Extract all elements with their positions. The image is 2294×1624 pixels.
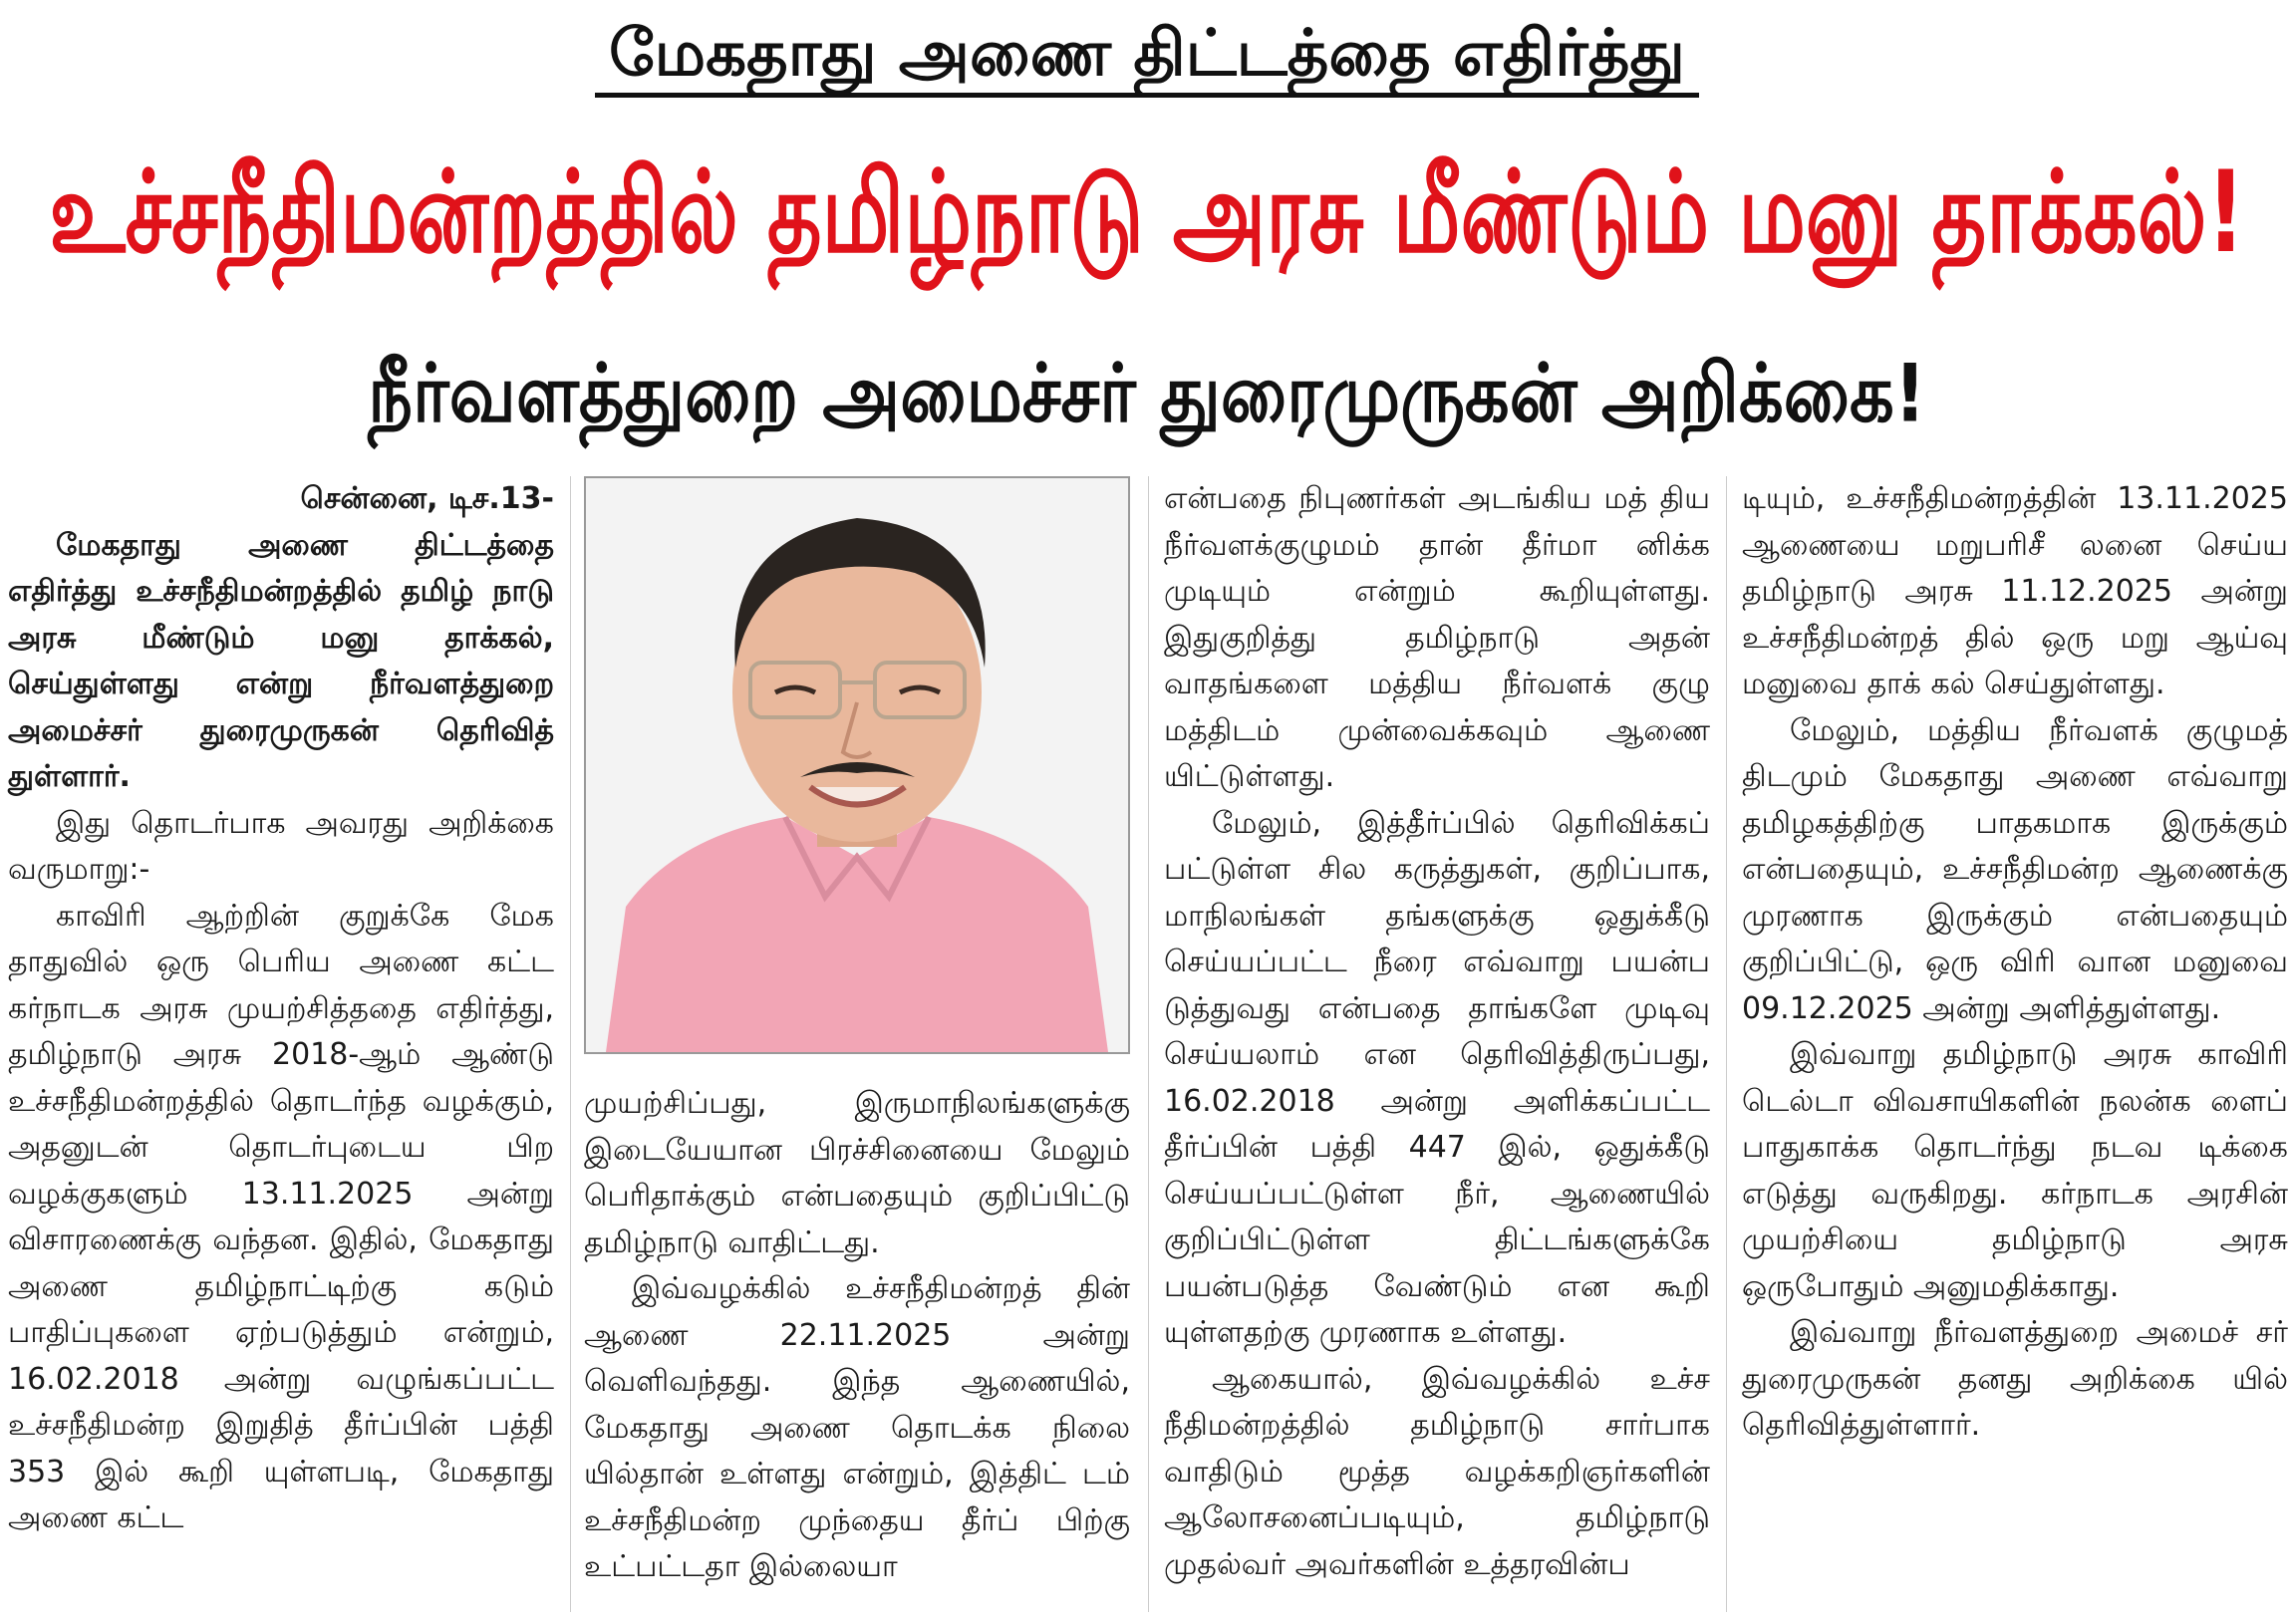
column-divider (1148, 476, 1149, 1612)
paragraph: இது தொடர்பாக அவரது அறிக்கை வருமாறு:- (8, 805, 554, 887)
portrait-image (586, 478, 1128, 1052)
column-divider (570, 476, 571, 1612)
paragraph: என்பதை நிபுணர்கள் அடங்கிய மத் திய நீர்வளக்குழுமம் தான் தீர்மா னிக்க முடியும் என்றும் கூறியுள்ளது. இதுகுறித்து தமிழ்நாடு அதன் வாதங்களை மத்திய நீர்வளக் குழு மத்திடம் முன்வைக்கவும் ஆணை யிட்டுள்ளது. (1164, 481, 1710, 794)
paragraph: மேலும், இத்தீர்ப்பில் தெரிவிக்கப் பட்டுள்ள சில கருத்துகள், குறிப்பாக, மாநிலங்கள் தங்களுக்கு ஒதுக்கீடு செய்யப்பட்ட நீரை எவ்வாறு பயன்ப டுத்துவது என்பதை தாங்களே முடிவு செய்யலாம் என தெரிவித்திருப்பது, 16.02.2018 அன்று அளிக்கப்பட்ட தீர்ப்பின் பத்தி 447 இல், ஒதுக்கீடு செய்யப்பட்டுள்ள நீர், ஆணையில் குறிப்பிட்டுள்ள திட்டங்களுக்கே பயன்படுத்த வேண்டும் என கூறி யுள்ளதற்கு முரணாக உள்ளது. (1164, 805, 1710, 1350)
paragraph: இவ்வாறு நீர்வளத்துறை அமைச் சர் துரைமுருகன் தனது அறிக்கை யில் தெரிவித்துள்ளார். (1742, 1315, 2288, 1443)
paragraph: இவ்வழக்கில் உச்சநீதிமன்றத் தின் ஆணை 22.11.2025 அன்று வெளிவந்தது. இந்த ஆணையில், மேகதாது அணை தொடக்க நிலை யில்தான் உள்ளது என்றும், இத்திட் டம் உச்சநீதிமன்ற முந்தைய தீர்ப் பிற்கு உட்பட்டதா இல்லையா (584, 1271, 1130, 1584)
lead-paragraph: மேகதாது அணை திட்டத்தை எதிர்த்து உச்சநீதிமன்றத்தில் தமிழ் நாடு அரசு மீண்டும் மனு தாக்கல், செய்துள்ளது என்று நீர்வளத்துறை அமைச்சர் துரைமுருகன் தெரிவித் துள்ளார். (8, 527, 554, 794)
article-column-3 (1164, 476, 1710, 1588)
article-column-1 (8, 476, 554, 1542)
kicker-heading (0, 12, 2294, 96)
article-column-4 (1742, 476, 2288, 1450)
article-column-2 (584, 1081, 1130, 1591)
paragraph: முயற்சிப்பது, இருமாநிலங்களுக்கு இடையேயான பிரச்சினையை மேலும் பெரிதாக்கும் என்பதையும் குறிப்பிட்டு தமிழ்நாடு வாதிட்டது. (584, 1086, 1130, 1260)
dateline: சென்னை, டிச.13- (300, 481, 554, 516)
paragraph: இவ்வாறு தமிழ்நாடு அரசு காவிரி டெல்டா விவசாயிகளின் நலன்க ளைப் பாதுகாக்க தொடர்ந்து நடவ டிக்கை எடுத்து வருகிறது. கர்நாடக அரசின் முயற்சியை தமிழ்நாடு அரசு ஒருபோதும் அனுமதிக்காது. (1742, 1037, 2288, 1304)
main-headline: உச்சநீதிமன்றத்தில் தமிழ்நாடு அரசு மீண்டும் மனு தாக்கல்! (49, 145, 2245, 279)
paragraph: ஆகையால், இவ்வழக்கில் உச்ச நீதிமன்றத்தில் தமிழ்நாடு சார்பாக வாதிடும் மூத்த வழக்கறிஞர்களின் ஆலோசனைப்படியும், தமிழ்நாடு முதல்வர் அவர்களின் உத்தரவின்ப (1164, 1361, 1710, 1582)
paragraph: டியும், உச்சநீதிமன்றத்தின் 13.11.2025 ஆணையை மறுபரிசீ லனை செய்ய தமிழ்நாடு அரசு 11.12.2025 அன்று உச்சநீதிமன்றத் தில் ஒரு மறு ஆய்வு மனுவை தாக் கல் செய்துள்ளது. (1742, 481, 2288, 701)
paragraph: மேலும், மத்திய நீர்வளக் குழுமத் திடமும் மேகதாது அணை எவ்வாறு தமிழகத்திற்கு பாதகமாக இருக்கும் என்பதையும், உச்சநீதிமன்ற ஆணைக்கு முரணாக இருக்கும் என்பதையும் குறிப்பிட்டு, ஒரு விரி வான மனுவை 09.12.2025 அன்று அளித்துள்ளது. (1742, 712, 2288, 1026)
kicker-text: மேகதாது அணை திட்டத்தை எதிர்த்து (595, 17, 1699, 98)
column-divider (1726, 476, 1727, 1612)
minister-photo (584, 476, 1130, 1054)
sub-headline: நீர்வளத்துறை அமைச்சர் துரைமுருகன் அறிக்கை! (368, 346, 1926, 441)
paragraph: காவிரி ஆற்றின் குறுக்கே மேக தாதுவில் ஒரு பெரிய அணை கட்ட கர்நாடக அரசு முயற்சித்ததை எதிர்த்து, தமிழ்நாடு அரசு 2018-ஆம் ஆண்டு உச்சநீதிமன்றத்தில் தொடர்ந்த வழக்கும், அதனுடன் தொடர்புடைய பிற வழக்குகளும் 13.11.2025 அன்று விசாரணைக்கு வந்தன. இதில், மேகதாது அணை தமிழ்நாட்டிற்கு கடும் பாதிப்புகளை ஏற்படுத்தும் என்றும், 16.02.2018 அன்று வழுங்கப்பட்ட உச்சநீதிமன்ற இறுதித் தீர்ப்பின் பத்தி 353 இல் கூறி யுள்ளபடி, மேகதாது அணை கட்ட (8, 898, 554, 1535)
